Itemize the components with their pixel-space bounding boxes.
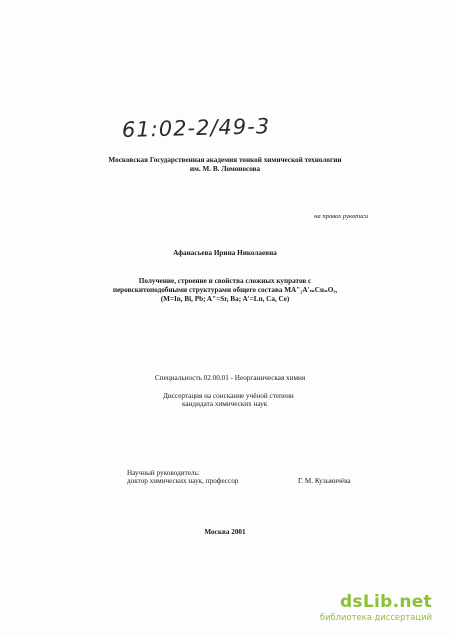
dissertation-title-line3: (M=In, Bi, Pb; A"=Sr, Ba; A'=Ln, Ca, Ce): [160, 295, 290, 303]
dissertation-title-line1: Получение, строение и свойства сложных купратов с: [138, 277, 312, 285]
institution-name-line2: им. М. В. Ломоносова: [189, 165, 261, 173]
specialty: Специальность 02.00.01 - Неорганическая химия: [155, 374, 306, 382]
institution-name: Московская Государственная академия тонкой химической технологии: [108, 156, 342, 164]
author-name: Афанасьева Ирина Николаевна: [173, 249, 277, 257]
degree-line1: Диссертация на соискание учёной степени: [163, 392, 294, 400]
watermark: [314, 593, 432, 623]
city-year: Москва 2001: [204, 528, 246, 536]
watermark-subtitle: библиотека диссертаций: [319, 612, 432, 622]
handwritten-catalog-code: 61:02-2/49-3: [121, 114, 271, 142]
supervisor-label: Научный руководитель:: [127, 469, 200, 477]
dissertation-title-line2: перовскитоподобными структурами общего состава MA"₂A'ₘCuₙOₓ,: [112, 286, 338, 294]
degree-line2: кандидата химических наук: [182, 400, 268, 408]
supervisor-name: Г. М. Кузьмичёва: [298, 477, 351, 485]
manuscript-rights-note: на правах рукописи: [314, 213, 368, 220]
supervisor-title: доктор химических наук, профессор: [127, 477, 239, 485]
watermark-logo: dsLib.net: [339, 592, 432, 612]
